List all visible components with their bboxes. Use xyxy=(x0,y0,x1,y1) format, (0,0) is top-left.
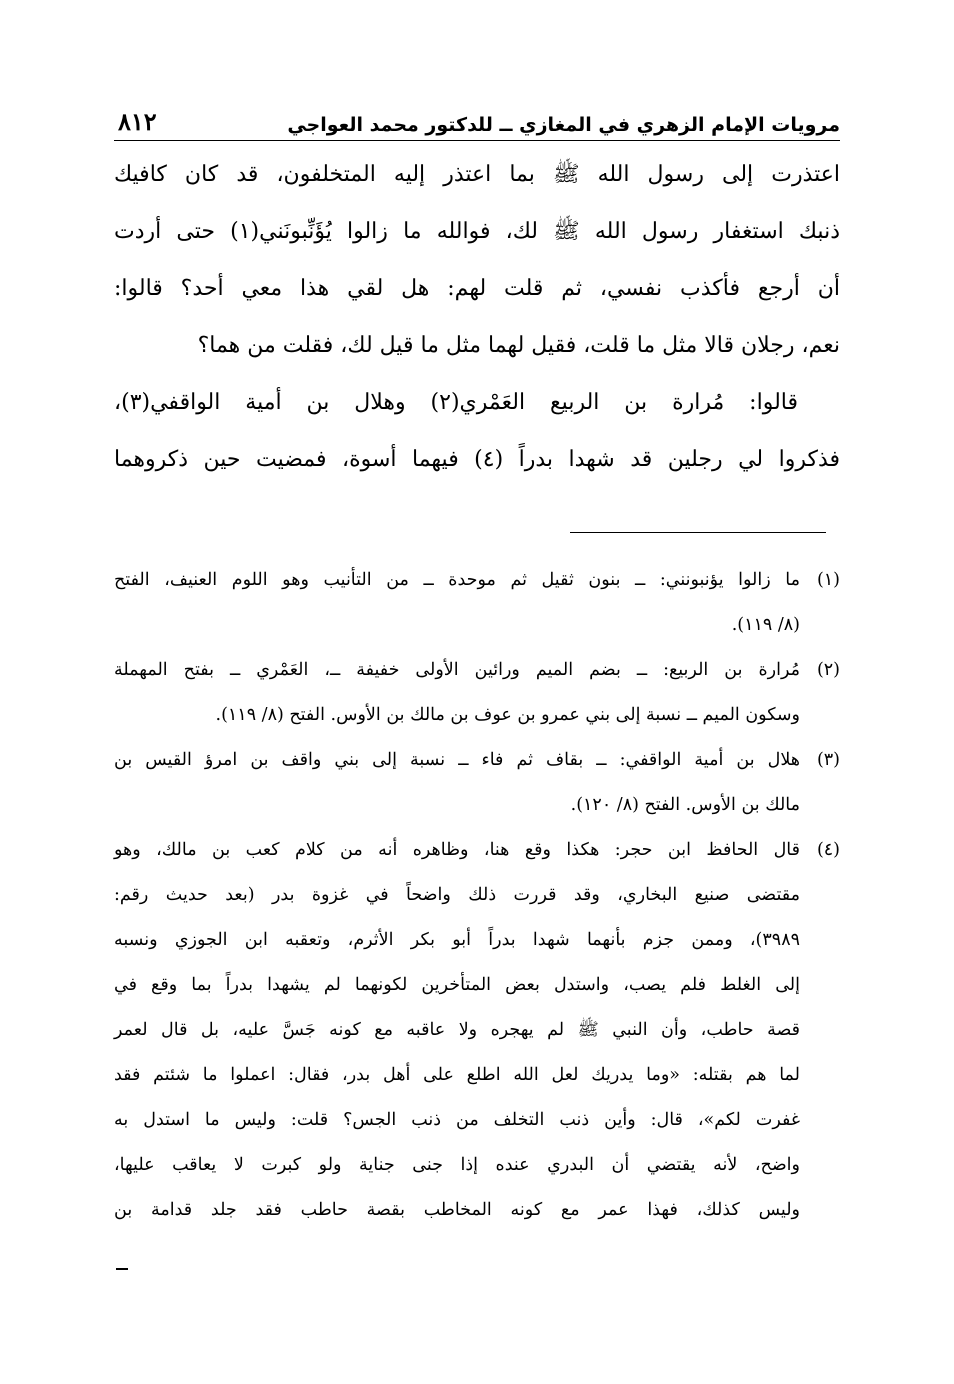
footnote-body xyxy=(114,558,800,648)
footnote-4 xyxy=(114,828,840,1233)
footnote-body xyxy=(114,738,800,828)
footnote-body xyxy=(114,648,800,738)
footnote-3 xyxy=(114,738,840,828)
footnote-number: (٣) xyxy=(816,750,840,770)
footnotes xyxy=(114,558,840,1233)
footnote-line: ٣٩٨٩)، وممن جزم بأنهما شهدا بدراً أبو بكر الأثرم، وتعقبه ابن الجوزي ونسبه xyxy=(114,930,800,950)
footnote-line: قال الحافظ ابن حجر: هكذا وقع هنا، وظاهره أنه من كلام كعب بن مالك، وهو xyxy=(114,840,800,860)
footnote-line: مُرارة بن الربيع: ــ بضم الميم ورائين الأولى خفيفة ــ، العَمْري ــ بفتح المهملة xyxy=(114,660,800,680)
footnote-line: (٨/ ١١٩). xyxy=(731,615,800,635)
page-number: ٨١٢ xyxy=(118,107,157,136)
footnote-line: وسكون الميم ــ نسبة إلى بني عمرو بن عوف بن مالك بن الأوس. الفتح (٨/ ١١٩). xyxy=(215,705,800,725)
body-line: ذنبك استغفار رسول الله ﷺ لك، فوالله ما زالوا يُؤَنِّبونَني(١) حتى أردت xyxy=(114,219,840,244)
footnote-body xyxy=(114,828,800,1233)
main-text xyxy=(114,146,840,488)
footnote-line: لما هم بقتله: «وما يدريك لعل الله اطلع على أهل بدر، فقال: اعملوا ما شئتم فقد xyxy=(114,1065,800,1085)
footnote-line: ما زالوا يؤنبونني: ــ بنون ثقيل ثم موحدة ــ من التأنيب وهو اللوم العنيف، الفتح xyxy=(114,570,800,590)
footnote-number: (١) xyxy=(816,570,840,590)
page-header xyxy=(114,104,840,141)
footnote-line: إلى الغلط فلم يصب، واستدل بعض المتأخرين لكونهما لم يشهدا بدراً بما وقع في xyxy=(114,975,800,995)
footnote-line: مقتضى صنيع البخاري، وقد قررت ذلك واضحاً في غزوة بدر (بعد حديث رقم: xyxy=(114,885,800,905)
footnote-line: هلال بن أمية الواقفي: ــ بقاف ثم فاء ــ نسبة إلى بني واقف بن امرؤ القيس بن xyxy=(114,750,800,770)
footnote-line: قصة حاطب، وأن النبي ﷺ لم يهجره ولا عاقبه مع كونه جَسَّ عليه، بل قال لعمر xyxy=(114,1020,800,1040)
body-line: فذكروا لي رجلين قد شهدا بدراً (٤) فيهما أسوة، فمضيت حين ذكروهما xyxy=(114,447,841,472)
footnote-line: غفرت لكم»، قال: وأين ذنب التخلف من ذنب الجس؟ قلت: وليس ما استدل به xyxy=(114,1110,800,1130)
footnote-line: واضح، لأنه يقتضي أن البدري عنده إذا جنى جناية ولو كبرت لا يعاقب عليها، xyxy=(114,1155,800,1175)
body-line: قالوا: مُرارة بن الربيع العَمْري(٢) وهلال بن أمية الواقفي(٣)، xyxy=(114,390,798,415)
body-line: أن أرجع فأكذب نفسي، ثم قلت لهم: هل لقي هذا معي أحد؟ قالوا: xyxy=(114,276,840,301)
body-line: اعتذرت إلى رسول الله ﷺ بما اعتذر إليه المتخلفون، قد كان كافيك xyxy=(114,162,840,187)
footnote-separator xyxy=(570,532,826,533)
body-line: نعم، رجلان قالا مثل ما قلت، فقيل لهما مثل ما قيل لك، فقلت من هما؟ xyxy=(197,333,840,358)
footnote-1 xyxy=(114,558,840,648)
running-title: مرويات الإمام الزهري في المغازي ــ للدكتور محمد العواجي xyxy=(287,114,840,136)
footnote-line: مالك بن الأوس. الفتح (٨/ ١٢٠). xyxy=(570,795,800,815)
footnote-2 xyxy=(114,648,840,738)
footnote-number: (٢) xyxy=(816,660,840,680)
footnote-line: وليس كذلك، فهذا عمر مع كونه المخاطب بقصة حاطب فقد جلد قدامة بن xyxy=(114,1200,800,1220)
footnote-number: (٤) xyxy=(816,840,840,860)
continuation-mark xyxy=(116,1268,128,1270)
